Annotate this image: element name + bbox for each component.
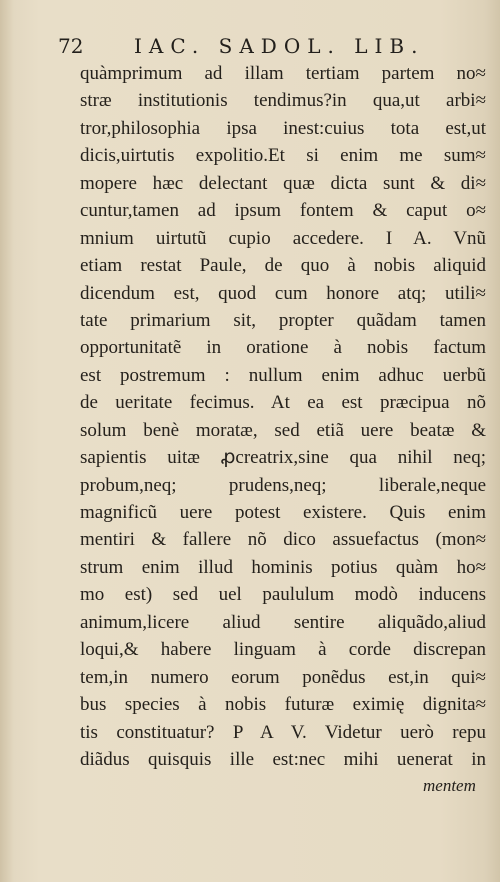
text-line: cuntur,tamen ad ipsum fontem & caput o≈ <box>80 200 486 222</box>
text-line: tem,in numero eorum ponẽdus est,in qui≈ <box>80 666 486 688</box>
text-block <box>80 60 486 773</box>
text-line: diãdus quisquis ille est:nec mihi uenerat in <box>80 748 486 770</box>
text-line: solum benè moratæ, sed etiã uere beatæ & <box>80 419 486 441</box>
text-line: mo est) sed uel paululum modò inducens <box>80 584 486 606</box>
text-line: mentiri & fallere nõ dico assuefactus (mon≈ <box>80 529 486 551</box>
text-line: dicis,uirtutis expolitio.Et si enim me sum≈ <box>80 145 486 167</box>
text-line: mopere hæc delectant quæ dicta sunt & di≈ <box>80 172 486 194</box>
text-line: mnium uirtutũ cupio accedere. I A. Vnũ <box>80 227 486 249</box>
text-line: dicendum est, quod cum honore atq; utili≈ <box>80 282 486 304</box>
text-line: quàmprimum ad illam tertiam partem no≈ <box>80 63 486 84</box>
text-line: tate primarium sit, propter quãdam tamen <box>80 309 486 331</box>
text-line: animum,licere aliud sentire aliquãdo,aliud <box>80 611 486 633</box>
text-line: stræ institutionis tendimus?in qua,ut arbi≈ <box>80 90 486 112</box>
text-line: de ueritate fecimus. At ea est præcipua nõ <box>80 392 486 414</box>
text-line: probum,neq; prudens,neq; liberale,neque <box>80 474 486 496</box>
text-line: tror,philosophia ipsa inest:cuius tota est,ut <box>80 117 486 139</box>
text-line: magnificũ uere potest existere. Quis enim <box>80 502 486 523</box>
page-number: 72 <box>58 34 84 58</box>
text-line: sapientis uitæ ꝓcreatrix,sine qua nihil neq; <box>80 447 486 469</box>
text-line: loqui,& habere linguam à corde discrepan <box>80 639 486 661</box>
page-header <box>58 34 478 62</box>
text-line: bus species à nobis futuræ eximię dignita≈ <box>80 694 486 716</box>
catchword: mentem <box>423 776 476 795</box>
text-line: est postremum : nullum enim adhuc uerbũ <box>80 364 486 386</box>
text-line: tis constituatur? P A V. Videtur uerò repu <box>80 721 486 743</box>
text-line: opportunitatẽ in oratione à nobis factum <box>80 337 486 359</box>
text-line: etiam restat Paule, de quo à nobis aliquid <box>80 255 486 277</box>
text-line: strum enim illud hominis potius quàm ho≈ <box>80 556 486 578</box>
running-head: IAC. SADOL. LIB. <box>134 34 425 58</box>
